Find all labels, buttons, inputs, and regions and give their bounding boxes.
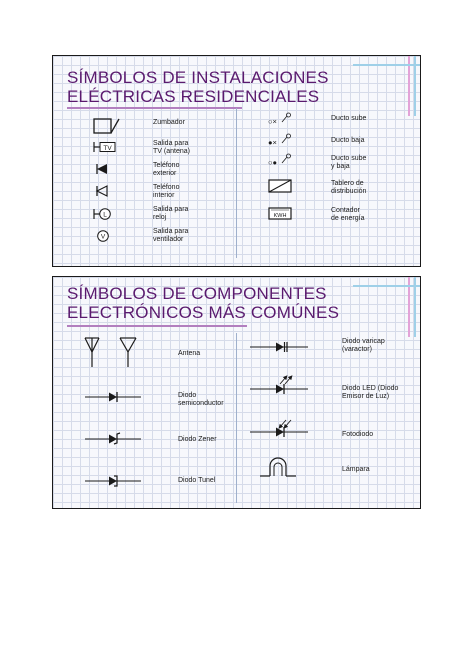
decor-line xyxy=(353,285,420,287)
title-line-1: SÍMBOLOS DE INSTALACIONES xyxy=(67,68,329,87)
varicap-diode-icon xyxy=(248,340,310,354)
title-line-2: ELECTRÓNICOS MÁS COMÚNES xyxy=(67,303,340,322)
energy-meter-text: KWH xyxy=(273,213,287,219)
zener-diode-icon xyxy=(83,431,143,447)
energy-meter-label: Contador de energía xyxy=(331,207,365,222)
antenna-icon xyxy=(81,335,147,369)
lamp-icon xyxy=(258,456,298,480)
photodiode-label: Fotodiodo xyxy=(342,431,374,438)
diode-icon xyxy=(83,390,143,404)
lamp-label: Lámpara xyxy=(342,466,370,473)
distribution-board-icon xyxy=(267,178,295,194)
distribution-board-label: Tablero de distribución xyxy=(331,180,367,195)
exterior-phone-icon xyxy=(93,162,113,176)
title-line-1: SÍMBOLOS DE COMPONENTES xyxy=(67,284,327,303)
tunnel-diode-icon xyxy=(83,473,143,489)
exterior-phone-label: Teléfono exterior xyxy=(153,162,180,177)
photodiode-icon xyxy=(248,417,310,439)
slide-title xyxy=(67,284,339,322)
duct-up-label: Ducto sube xyxy=(331,115,367,122)
duct-down-icon xyxy=(267,133,297,149)
antenna-label: Antena xyxy=(178,350,201,357)
fan-outlet-label: Salida para ventilador xyxy=(153,228,189,243)
led-diode-label: Diodo LED (Diodo Emisor de Luz) xyxy=(342,385,399,400)
diode-label: Diodo semiconductor xyxy=(178,392,224,407)
decor-line xyxy=(353,64,420,66)
title-underline xyxy=(67,325,247,327)
duct-up-down-text: ○● xyxy=(268,158,278,167)
led-diode-icon xyxy=(248,374,310,396)
duct-up-icon xyxy=(267,112,297,128)
fan-outlet-text: V xyxy=(100,233,106,241)
interior-phone-label: Teléfono interior xyxy=(153,184,180,199)
buzzer-icon xyxy=(91,116,123,136)
zener-diode-label: Diodo Zener xyxy=(178,436,217,443)
clock-outlet-text: L xyxy=(103,211,107,219)
fan-outlet-icon xyxy=(95,229,111,243)
title-line-2: ELÉCTRICAS RESIDENCIALES xyxy=(67,87,320,106)
clock-outlet-label: Salida para reloj xyxy=(153,206,189,221)
duct-up-down-icon xyxy=(267,153,297,169)
varicap-diode-label: Diodo varicap (varactor) xyxy=(342,338,385,353)
tv-outlet-label: Salida para TV (antena) xyxy=(153,140,190,155)
column-divider xyxy=(236,108,237,258)
tv-outlet-text: TV xyxy=(103,145,112,152)
duct-up-down-label: Ducto sube y baja xyxy=(331,155,367,170)
residential-symbols-slide xyxy=(52,55,421,267)
clock-outlet-icon xyxy=(91,206,115,222)
buzzer-label: Zumbador xyxy=(153,119,185,126)
title-underline xyxy=(67,107,242,109)
duct-up-text: ○× xyxy=(268,117,277,126)
slide-title xyxy=(67,68,329,106)
electronic-symbols-slide xyxy=(52,276,421,509)
interior-phone-icon xyxy=(93,184,113,198)
duct-down-text: ●× xyxy=(268,138,277,147)
tv-outlet-icon xyxy=(91,140,121,154)
duct-down-label: Ducto baja xyxy=(331,137,365,144)
column-divider xyxy=(236,333,237,503)
energy-meter-icon xyxy=(267,206,295,222)
tunnel-diode-label: Diodo Tunel xyxy=(178,477,216,484)
